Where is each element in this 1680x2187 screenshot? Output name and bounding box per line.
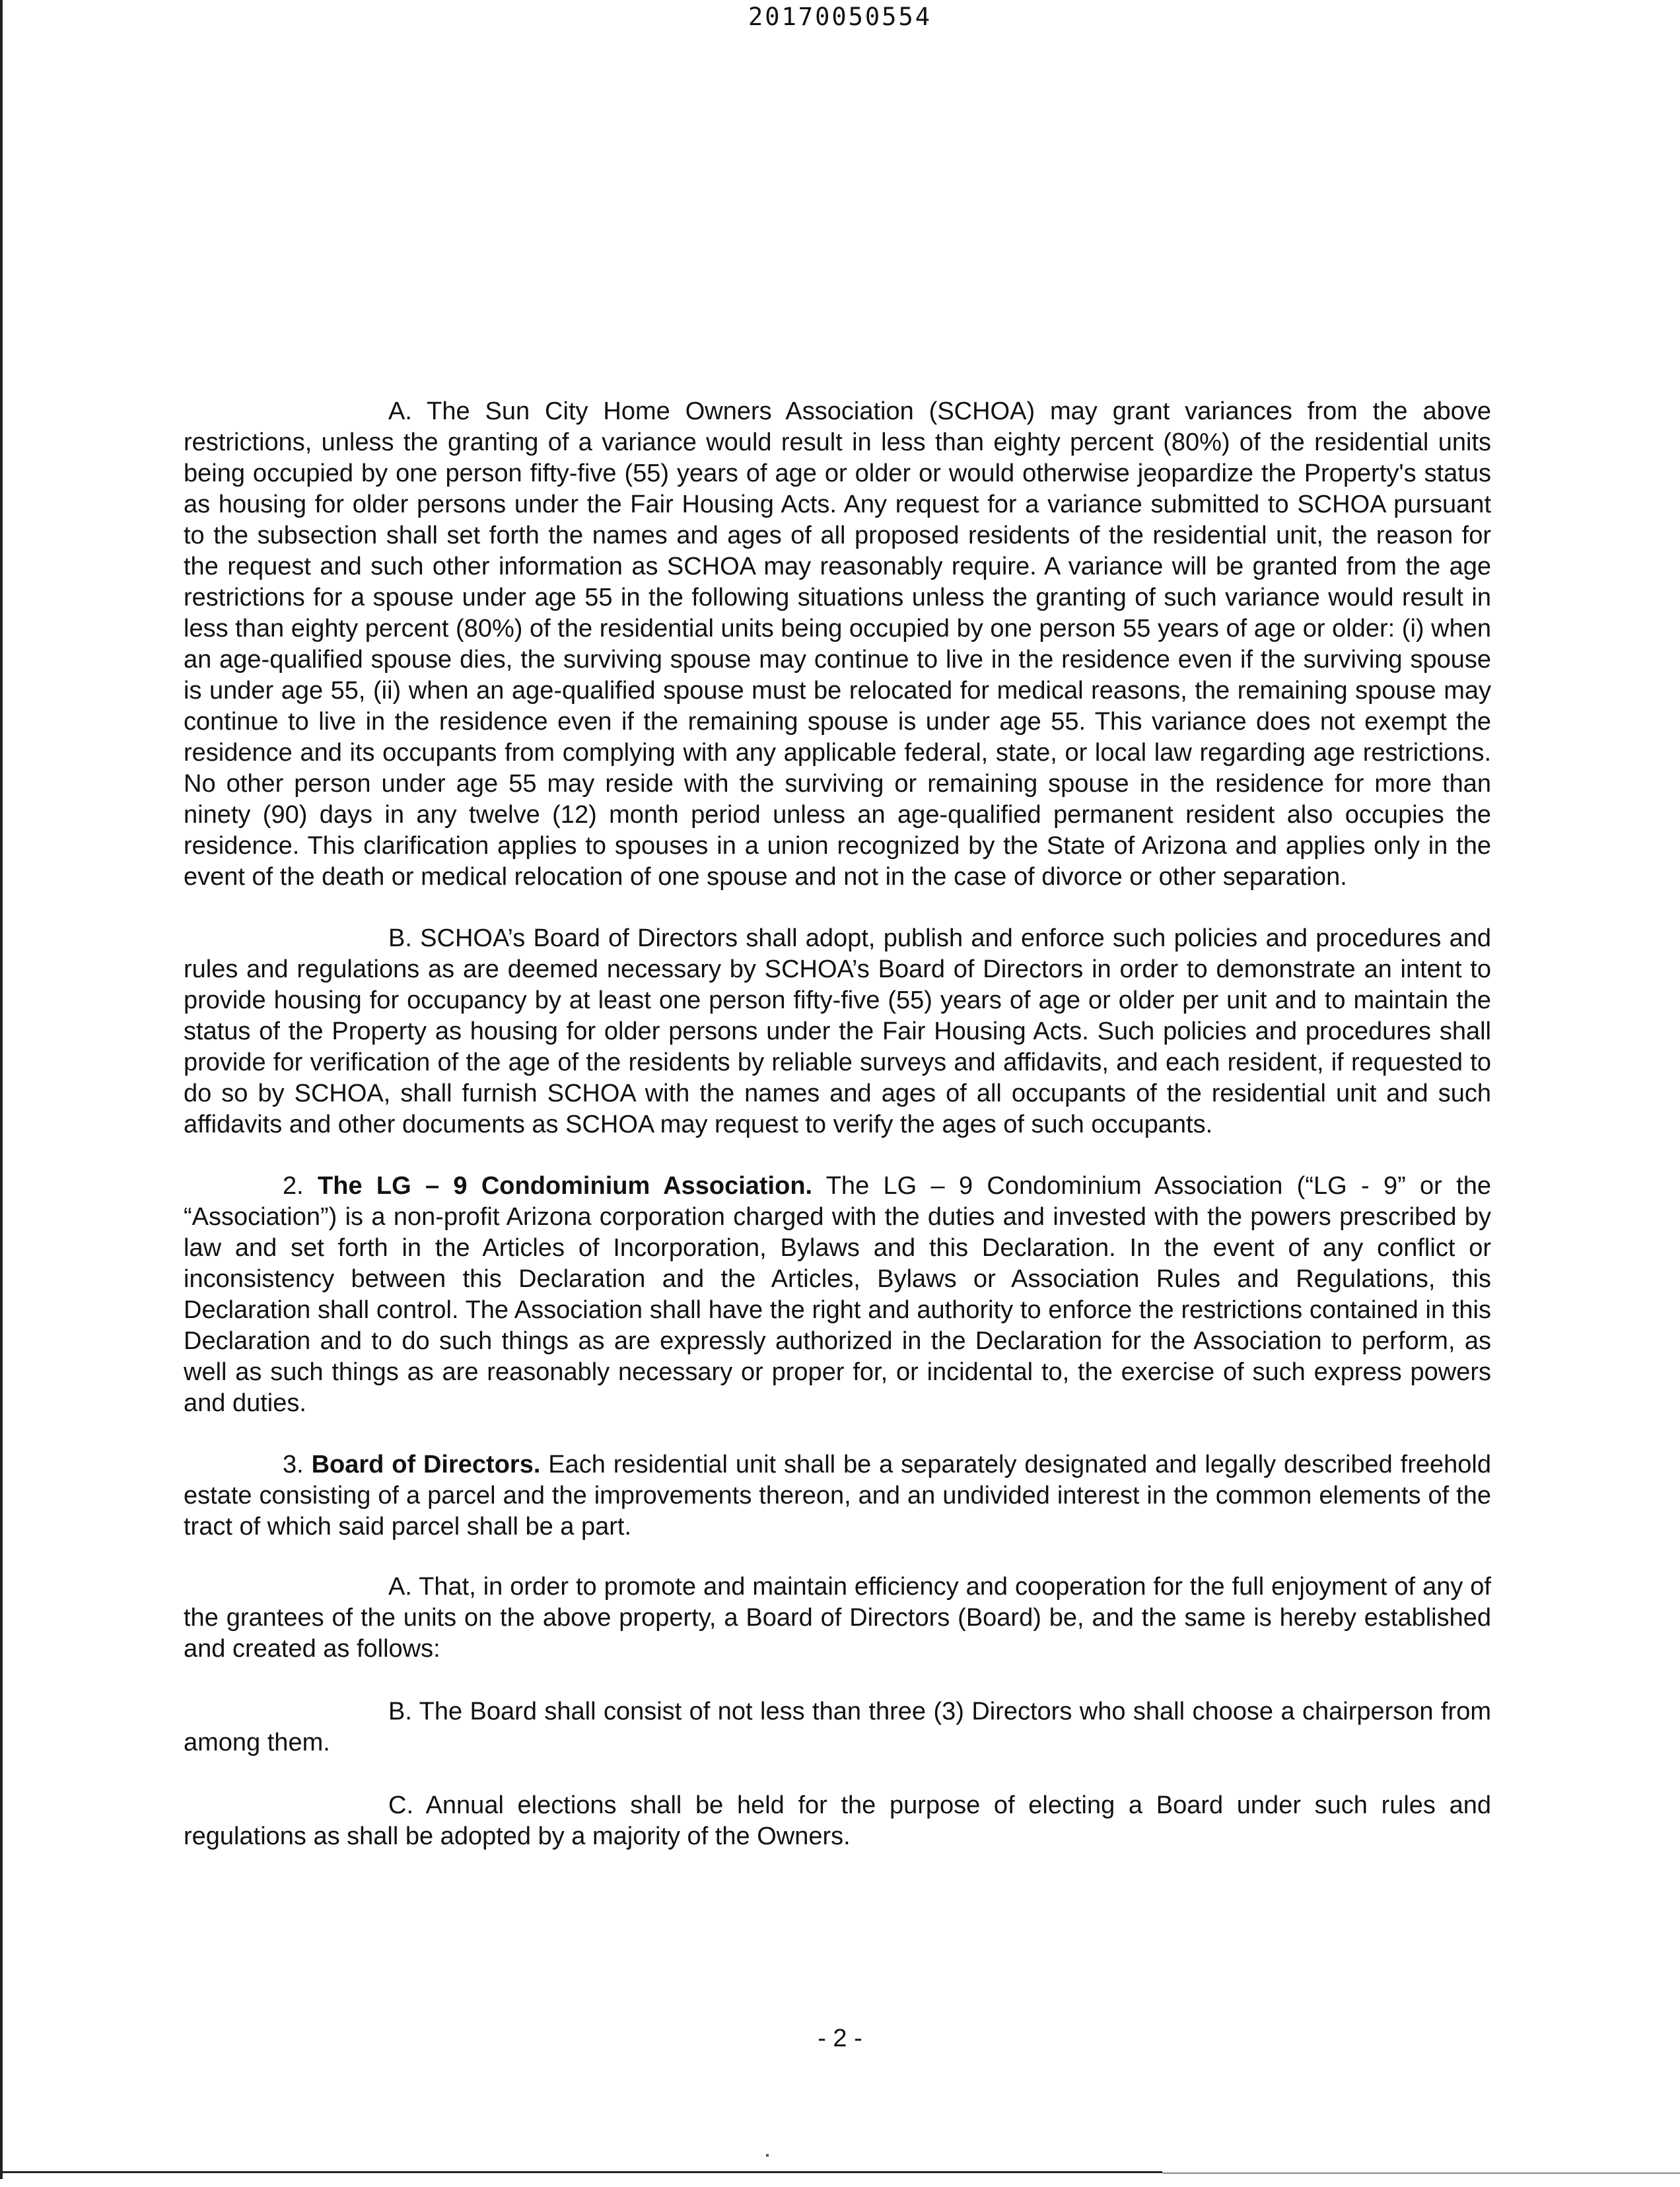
paragraph-2-association [184, 1171, 1491, 1419]
paragraph-3-board [184, 1449, 1491, 1543]
scan-edge-left [0, 0, 3, 2179]
document-body [184, 396, 1491, 1852]
section-body: Each residential unit shall be a separately designated and legally described freehold estate consisting of a parcel and the improvements thereon, and an undivided interest in the common elements of the tract of which said parcel shall be a part. [184, 1451, 1491, 1541]
section-body: The LG – 9 Condominium Association (“LG - 9” or the “Association”) is a non-profit Arizona corporation charged with the duties and invested with the powers prescribed by law and set forth in the Articles of Incorporation, Bylaws and this Declaration. In the event of any conflict or inconsistency between this Declaration and the Articles, Bylaws or Association Rules and Regulations, this Declaration shall control. The Association shall have the right and authority to enforce the restrictions contained in this Declaration and to do such things as are expressly authorized in the Declaration for the Association to perform, as well as such things as are reasonably necessary or proper for, or incidental to, the exercise of such express powers and duties. [184, 1172, 1491, 1417]
page-number: - 2 - [818, 2025, 862, 2052]
document-number: 20170050554 [748, 3, 932, 31]
section-number: 2. [283, 1172, 304, 1200]
paragraph-3b-board-composition: B. The Board shall consist of not less than three (3) Directors who shall choose a chairperson from among them. [184, 1698, 1491, 1756]
paragraph-3c-annual-elections: C. Annual elections shall be held for the purpose of electing a Board under such rules and regulations as shall be adopted by a majority of the Owners. [184, 1791, 1491, 1850]
section-number: 3. [283, 1451, 304, 1478]
paragraph-1b-policies: B. SCHOA’s Board of Directors shall adopt, publish and enforce such policies and procedures and rules and regulations as are deemed necessary by SCHOA’s Board of Directors in order to demonstrate an intent to provide housing for occupancy by at least one person fifty-five (55) years of age or older per unit and to maintain the status of the Property as housing for older persons under the Fair Housing Acts. Such policies and procedures shall provide for verification of the age of the residents by reliable surveys and affidavits, and each resident, if requested to do so by SCHOA, shall furnish SCHOA with the names and ages of all occupants of the residential unit and such affidavits and other documents as SCHOA may request to verify the ages of such occupants. [184, 924, 1491, 1138]
scan-speck [766, 2154, 769, 2157]
paragraph-1a-variances: A. The Sun City Home Owners Association (SCHOA) may grant variances from the above restrictions, unless the granting of a variance would result in less than eighty percent (80%) of the residential units being occupied by one person fifty-five (55) years of age or older or would otherwise jeopardize the Property's status as housing for older persons under the Fair Housing Acts. Any request for a variance submitted to SCHOA pursuant to the subsection shall set forth the names and ages of all proposed residents of the residential unit, the reason for the request and such other information as SCHOA may reasonably require. A variance will be granted from the age restrictions for a spouse under age 55 in the following situations unless the granting of such variance would result in less than eighty percent (80%) of the residential units being occupied by one person 55 years of age or older: (i) when an age-qualified spouse dies, the surviving spouse may continue to live in the residence even if the surviving spouse is under age 55, (ii) when an age-qualified spouse must be relocated for medical reasons, the remaining spouse may continue to live in the residence even if the remaining spouse is under age 55. This variance does not exempt the residence and its occupants from complying with any applicable federal, state, or local law regarding age restrictions. No other person under age 55 may reside with the surviving or remaining spouse in the residence for more than ninety (90) days in any twelve (12) month period unless an age-qualified permanent resident also occupies the residence. This clarification applies to spouses in a union recognized by the State of Arizona and applies only in the event of the death or medical relocation of one spouse and not in the case of divorce or other separation. [184, 398, 1491, 891]
scan-edge-bottom-right [1162, 2172, 1680, 2174]
section-heading: The LG – 9 Condominium Association. [318, 1172, 813, 1200]
scan-edge-bottom [0, 2171, 1162, 2173]
paragraph-3a-board-established: A. That, in order to promote and maintain efficiency and cooperation for the full enjoyment of any of the grantees of the units on the above property, a Board of Directors (Board) be, and the same is hereby established and created as follows: [184, 1573, 1491, 1663]
section-heading: Board of Directors. [311, 1451, 541, 1478]
